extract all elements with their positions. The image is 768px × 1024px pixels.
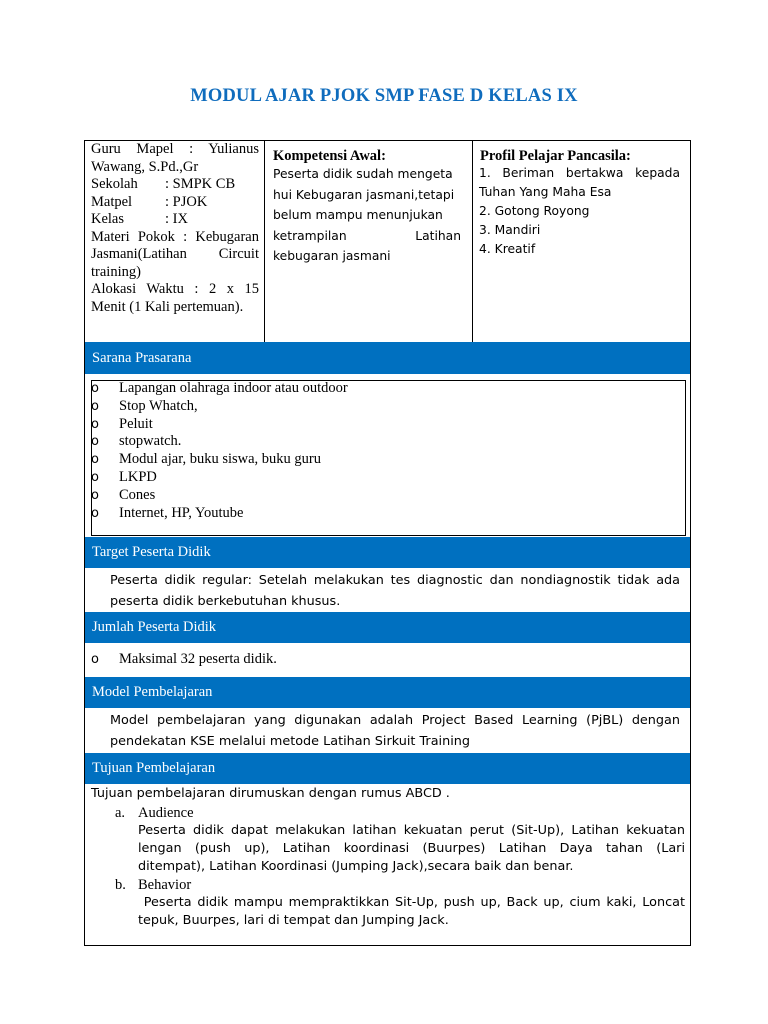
tujuan-b-text: Peserta didik mampu mempraktikkan Sit-Up, push up, Back up, cium kaki, Loncat tepuk, Buurpes, lari di tempat dan Jumping Jack. — [138, 895, 685, 928]
jumlah-text: Maksimal 32 peserta didik. — [119, 651, 277, 667]
materi-line1: Materi Pokok : Kebugaran — [91, 228, 259, 245]
bullet-icon: o — [91, 416, 99, 432]
list-item: o Internet, HP, Youtube — [91, 504, 244, 521]
matpel-value: : PJOK — [165, 193, 208, 210]
kompetensi-word: Latihan — [415, 228, 461, 243]
section-header-target: Target Peserta Didik — [85, 537, 690, 568]
list-item: o Lapangan olahraga indoor atau outdoor — [91, 380, 348, 396]
list-item — [91, 651, 277, 669]
matpel-label: Matpel — [91, 193, 133, 210]
kompetensi-text — [273, 164, 461, 267]
tujuan-a-title: Audience — [138, 805, 194, 821]
kelas-value: : IX — [165, 211, 188, 227]
list-item: o LKPD — [91, 468, 157, 485]
bullet-icon: o — [91, 505, 99, 521]
profil-list — [479, 164, 680, 259]
profil-item: Tuhan Yang Maha Esa — [479, 185, 612, 199]
profil-item: 3. Mandiri — [479, 223, 541, 237]
profil-item: 1. Beriman bertakwa kepada — [479, 166, 680, 180]
tujuan-a-marker: a. — [115, 805, 126, 821]
kelas-label: Kelas — [91, 211, 125, 227]
document-title: MODUL AJAR PJOK SMP FASE D KELAS IX — [190, 86, 578, 106]
list-item: o Stop Whatch, — [91, 397, 198, 414]
sarana-list — [91, 380, 348, 522]
list-item: o Cones — [91, 486, 156, 503]
list-item: o Peluit — [91, 415, 153, 432]
bullet-icon: o — [91, 434, 99, 450]
tujuan-a-text: Peserta didik dapat melakukan latihan kekuatan perut (Sit-Up), Latihan kekuatan lengan (push up), Latihan koordinasi (Buurpes) Latihan Daya tahan (Lari ditempat), Latihan Koordinasi (Jumping Jack),secara baik dan benar. — [138, 823, 685, 874]
kompetensi-word: ketrampilan — [273, 228, 347, 243]
alokasi-line2: Menit (1 Kali pertemuan). — [91, 298, 244, 315]
sekolah-value: : SMPK CB — [165, 176, 236, 192]
list-item: o stopwatch. — [91, 433, 182, 450]
kompetensi-line: hui Kebugaran jasmani,tetapi — [273, 187, 455, 202]
tujuan-b-title: Behavior — [138, 877, 192, 893]
bullet-icon: o — [91, 652, 99, 667]
section-header-tujuan: Tujuan Pembelajaran — [85, 753, 690, 784]
materi-line3: training) — [91, 263, 141, 280]
section-header-sarana: Sarana Prasarana — [85, 342, 690, 374]
alokasi-line1: Alokasi Waktu : 2 x 15 — [91, 281, 259, 297]
profil-heading: Profil Pelajar Pancasila: — [480, 148, 631, 164]
kompetensi-line: belum mampu menunjukan — [273, 208, 443, 222]
guru-line2: Wawang, S.Pd.,Gr — [91, 158, 199, 175]
kompetensi-line: kebugaran jasmani — [273, 249, 391, 263]
bullet-icon: o — [91, 469, 99, 485]
column-divider-2 — [472, 140, 473, 342]
section-header-model: Model Pembelajaran — [85, 677, 690, 708]
list-item: o Modul ajar, buku siswa, buku guru — [91, 451, 321, 468]
profil-item: 4. Kreatif — [479, 242, 536, 256]
bullet-icon: o — [91, 381, 99, 396]
bullet-icon: o — [91, 487, 99, 503]
guru-line1: Guru Mapel : Yulianus — [91, 141, 259, 157]
tujuan-intro: Tujuan pembelajaran dirumuskan dengan rumus ABCD . — [91, 786, 450, 801]
target-text: Peserta didik regular: Setelah melakukan tes diagnostic dan nondiagnostik tidak ada peserta didik berkebutuhan khusus. — [110, 573, 680, 609]
bullet-icon: o — [91, 452, 99, 468]
kompetensi-heading: Kompetensi Awal: — [273, 148, 386, 164]
sekolah-label: Sekolah — [91, 176, 138, 192]
jumlah-list — [91, 651, 277, 669]
model-text: Model pembelajaran yang digunakan adalah Project Based Learning (PjBL) dengan pendekatan KSE melalui metode Latihan Sirkuit Training — [110, 713, 680, 749]
tujuan-b-marker: b. — [115, 877, 126, 893]
teacher-info — [91, 141, 259, 316]
column-divider-1 — [264, 140, 265, 342]
materi-line2: Jasmani(Latihan Circuit — [91, 246, 259, 262]
bullet-icon: o — [91, 398, 99, 414]
section-header-jumlah: Jumlah Peserta Didik — [85, 612, 690, 643]
profil-item: 2. Gotong Royong — [479, 204, 590, 218]
kompetensi-line: Peserta didik sudah mengeta — [273, 167, 453, 181]
